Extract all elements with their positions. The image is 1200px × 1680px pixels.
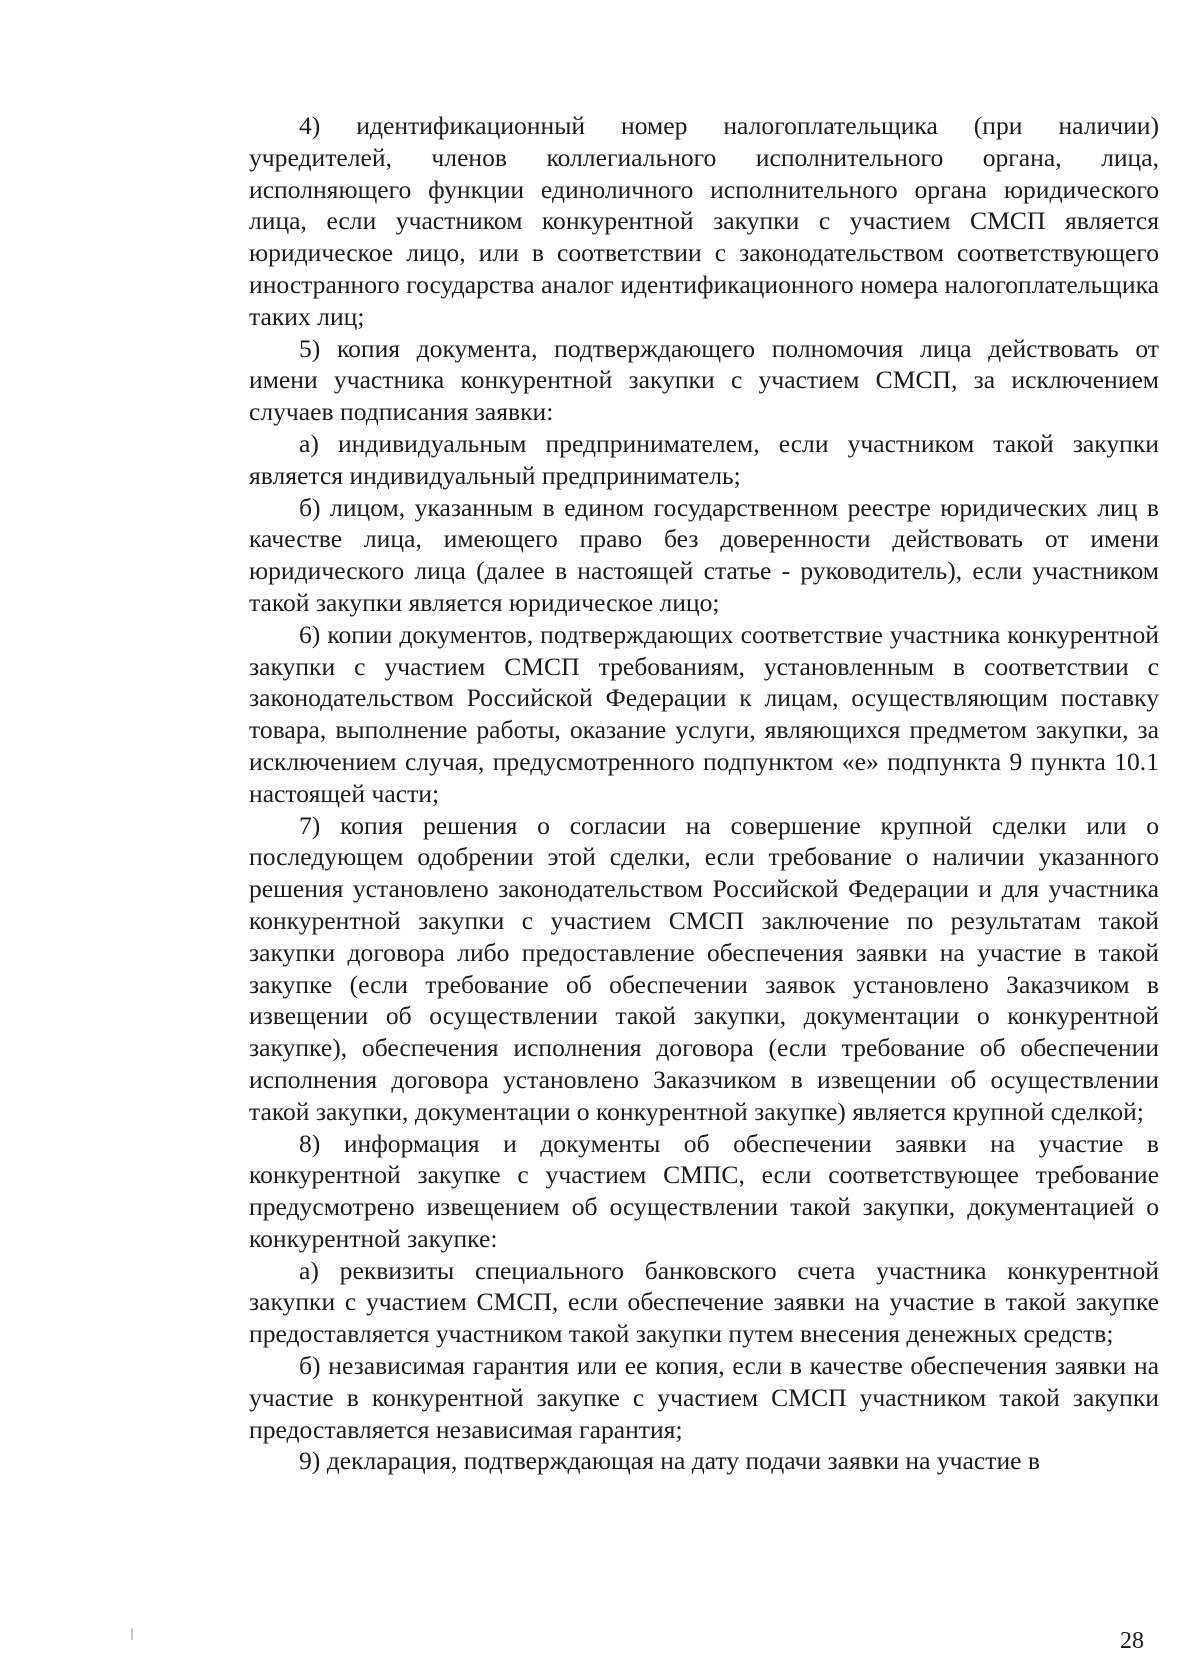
- paragraph-item-7: 7) копия решения о согласии на совершение крупной сделки или о последующем одобрении этой сделки, если требование о наличии указанного решения установлено законодательством Российской Федерации и для участника конкурентной закупки с участием СМСП заключение по результатам такой закупки договора либо предоставление обеспечения заявки на участие в такой закупке (если требование об обеспечении заявок установлено Заказчиком в извещении об осуществлении такой закупки, документации о конкурентной закупке), обеспечения исполнения договора (если требование об обеспечении исполнения договора установлено Заказчиком в извещении об осуществлении такой закупки, документации о конкурентной закупке) является крупной сделкой;: [249, 810, 1159, 1126]
- scan-artifact: [131, 1628, 133, 1640]
- paragraph-item-4: 4) идентификационный номер налогоплательщика (при наличии) учредителей, членов коллегиального исполнительного органа, лица, исполняющего функции единоличного исполнительного органа юридического лица, если участником конкурентной закупки с участием СМСП является юридическое лицо, или в соответствии с законодательством соответствующего иностранного государства аналог идентификационного номера налогоплательщика таких лиц;: [249, 111, 1159, 331]
- paragraph-subitem-8a: а) реквизиты специального банковского счета участника конкурентной закупки с участием СМСП, если обеспечение заявки на участие в такой закупке предоставляется участником такой закупки путем внесения денежных средств;: [249, 1255, 1159, 1349]
- document-body: [249, 110, 1159, 1477]
- paragraph-item-5: 5) копия документа, подтверждающего полномочия лица действовать от имени участника конкурентной закупки с участием СМСП, за исключением случаев подписания заявки:: [249, 333, 1159, 427]
- paragraph-subitem-8b: б) независимая гарантия или ее копия, если в качестве обеспечения заявки на участие в конкурентной закупке с участием СМСП участником такой закупки предоставляется независимая гарантия;: [249, 1351, 1159, 1444]
- paragraph-subitem-5b: б) лицом, указанным в едином государственном реестре юридических лиц в качестве лица, имеющего право без доверенности действовать от имени юридического лица (далее в настоящей статье - руководитель), если участником такой закупки является юридическое лицо;: [249, 492, 1159, 617]
- paragraph-item-6: 6) копии документов, подтверждающих соответствие участника конкурентной закупки с участием СМСП требованиям, установленным в соответствии с законодательством Российской Федерации к лицам, осуществляющим поставку товара, выполнение работы, оказание услуги, являющихся предметом закупки, за исключением случая, предусмотренного подпунктом «е» подпункта 9 пункта 10.1 настоящей части;: [249, 619, 1159, 808]
- paragraph-item-9: 9) декларация, подтверждающая на дату подачи заявки на участие в: [299, 1446, 1040, 1476]
- page-number: 28: [1120, 1628, 1144, 1654]
- paragraph-item-8: 8) информация и документы об обеспечении заявки на участие в конкурентной закупке с участием СМПС, если соответствующее требование предусмотрено извещением об осуществлении такой закупки, документацией о конкурентной закупке:: [249, 1128, 1159, 1253]
- paragraph-subitem-5a: а) индивидуальным предпринимателем, если участником такой закупки является индивидуальный предприниматель;: [249, 428, 1159, 490]
